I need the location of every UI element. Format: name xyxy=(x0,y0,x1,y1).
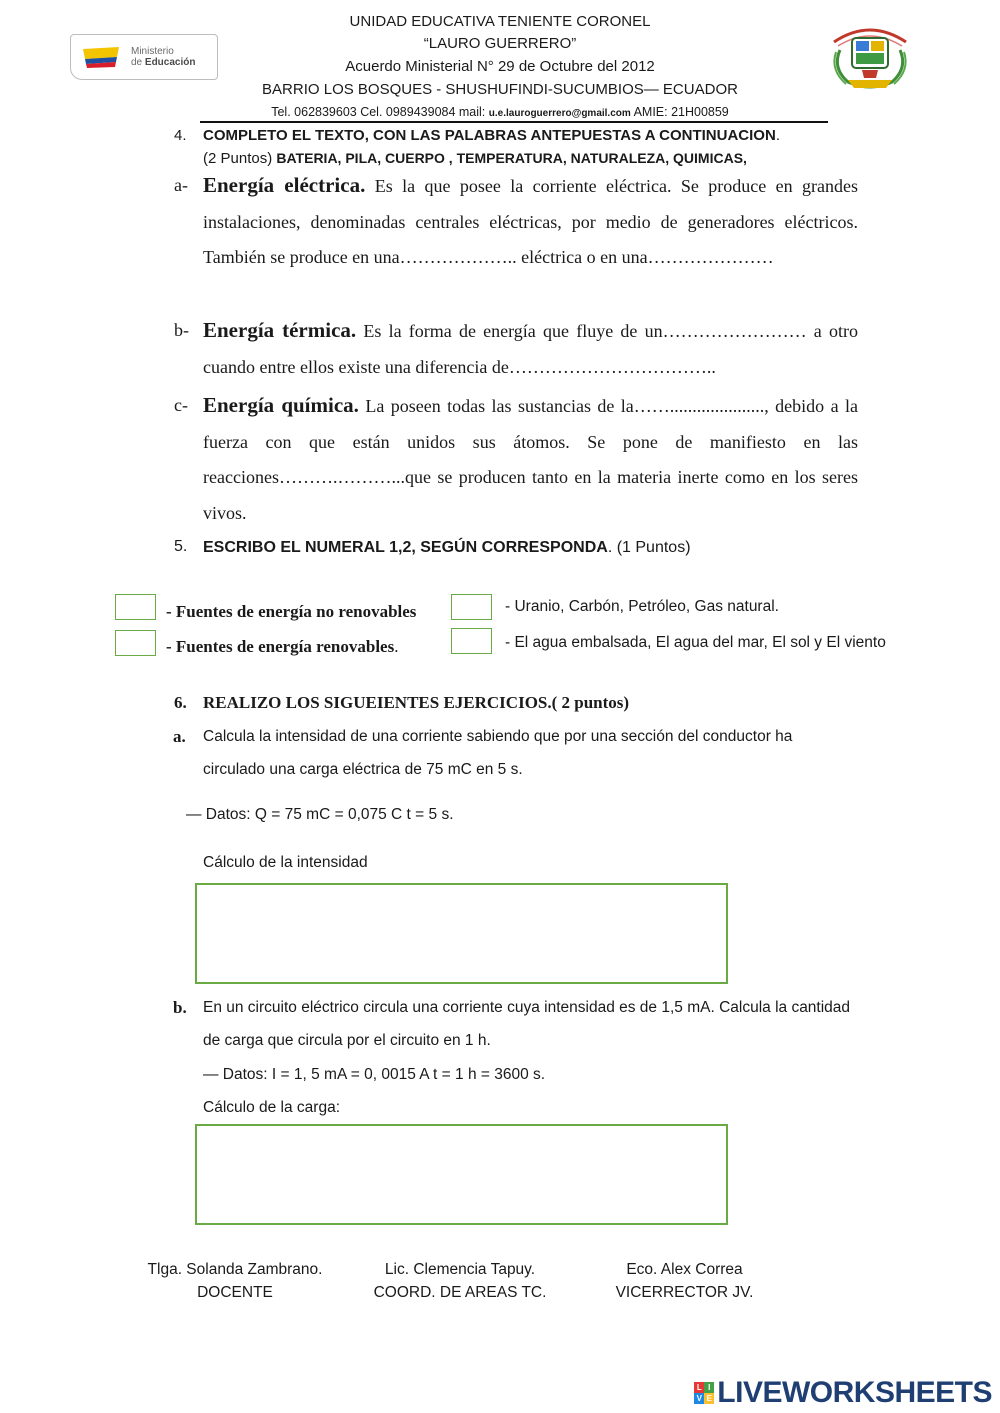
signature-teacher-name: Tlga. Solanda Zambrano. xyxy=(147,1261,323,1278)
signature-coordinator-name: Lic. Clemencia Tapuy. xyxy=(384,1261,536,1278)
section4-points: (2 Puntos) xyxy=(203,150,277,167)
school-name: UNIDAD EDUCATIVA TENIENTE CORONEL xyxy=(349,13,651,30)
signature-vicerrector xyxy=(612,1258,757,1304)
school-address: BARRIO LOS BOSQUES - SHUSHUFINDI-SUCUMBIOS— ECUADOR xyxy=(262,81,738,98)
signature-coordinator xyxy=(355,1258,565,1304)
liveworksheets-cube-icon: L I V E xyxy=(694,1382,714,1404)
school-subname: “LAURO GUERRERO” xyxy=(423,35,577,52)
paragraph-b-text: Es la forma de energía que fluye de un…………………… a otro cuando entre ellos existe una diferencia de…………………………….. xyxy=(203,321,858,377)
ecuador-flag-icon xyxy=(79,45,125,69)
section6-number: 6. xyxy=(174,693,187,712)
label-water: - El agua embalsada, El agua del mar, El sol y El viento xyxy=(505,634,886,651)
paragraph-b-label: b- xyxy=(174,320,189,340)
paragraph-c-term: Energía química. xyxy=(203,393,359,417)
exercise-a-calc-label: Cálculo de la intensidad xyxy=(203,854,368,871)
paragraph-b-term: Energía térmica. xyxy=(203,318,357,342)
section4-heading: COMPLETO EL TEXTO, CON LAS PALABRAS ANTEPUESTAS A CONTINUACION. (2 Puntos) BATERIA, PILA, CUERPO , TEMPERATURA, NATURALEZA, QUIMICAS, xyxy=(203,127,780,167)
paragraph-c-text: La poseen todas las sustancias de la……....................., debido a la fuerza con que están unidos sus átomos. Se pone de manifiesto en las reacciones……….………...que se producen tanto en la materia inerte como en los seres vivos. xyxy=(203,396,858,523)
section6-title: REALIZO LOS SIGUEIENTES EJERCICIOS.( 2 puntos) xyxy=(203,693,630,712)
exercise-a-answer-box[interactable] xyxy=(195,883,728,984)
paragraph-a-text: Es la que posee la corriente eléctrica. Se produce en grandes instalaciones, denominadas centrales eléctricas, por medio de generadores eléctricos. También se produce en una……………….. eléctrica o en una………………… xyxy=(203,176,858,267)
ministry-logo: Ministerio de Educación xyxy=(70,34,218,80)
label-renewable: - Fuentes de energía renovables. xyxy=(166,637,399,656)
signature-vicerrector-name: Eco. Alex Correa xyxy=(626,1261,743,1278)
liveworksheets-wordmark: LIVEWORKSHEETS xyxy=(717,1376,992,1409)
paragraph-b xyxy=(174,313,858,385)
signature-teacher xyxy=(125,1258,345,1304)
section4-title: COMPLETO EL TEXTO, CON LAS PALABRAS ANTEPUESTAS A CONTINUACION xyxy=(203,127,776,144)
section5-points: . (1 Puntos) xyxy=(607,539,691,556)
label-uranium: - Uranio, Carbón, Petróleo, Gas natural. xyxy=(505,598,779,615)
section4-number: 4. xyxy=(174,127,187,144)
paragraph-a-term: Energía eléctrica. xyxy=(203,173,366,197)
header-divider xyxy=(200,121,828,123)
school-seal-icon xyxy=(826,20,914,92)
signature-vicerrector-role: VICERRECTOR JV. xyxy=(615,1284,754,1301)
answer-box-renewable[interactable] xyxy=(115,630,156,656)
paragraph-a xyxy=(174,168,858,276)
paragraph-c-label: c- xyxy=(174,395,188,415)
ministry-logo-line1: Ministerio xyxy=(131,46,174,57)
paragraph-c xyxy=(174,388,858,531)
liveworksheets-logo[interactable] xyxy=(694,1377,992,1409)
signature-coordinator-role: COORD. DE AREAS TC. xyxy=(373,1284,547,1301)
school-email: u.e.lauroguerrero@gmail.com xyxy=(488,108,631,119)
answer-box-uranium[interactable] xyxy=(451,594,492,620)
section5-title: ESCRIBO EL NUMERAL 1,2, SEGÚN CORRESPONDA xyxy=(203,539,608,556)
paragraph-a-label: a- xyxy=(174,175,188,195)
exercise-a-label: a. xyxy=(173,727,186,746)
exercise-b-answer-box[interactable] xyxy=(195,1124,728,1225)
section4-words: BATERIA, PILA, CUERPO , TEMPERATURA, NATURALEZA, QUIMICAS, xyxy=(276,150,747,166)
ministerial-agreement: Acuerdo Ministerial N° 29 de Octubre del 2012 xyxy=(345,58,655,75)
exercise-b-datos: — Datos: I = 1, 5 mA = 0, 0015 A t = 1 h = 3600 s. xyxy=(203,1066,546,1083)
answer-box-nonrenewable[interactable] xyxy=(115,594,156,620)
answer-box-water[interactable] xyxy=(451,628,492,654)
section5-number: 5. xyxy=(174,538,188,555)
school-contact: Tel. 062839603 Cel. 0989439084 mail: u.e.lauroguerrero@gmail.com AMIE: 21H00859 xyxy=(271,105,729,119)
exercise-b-text: En un circuito eléctrico circula una corriente cuya intensidad es de 1,5 mA. Calcula la cantidad de carga que circula por el circuito en 1 h. xyxy=(203,999,851,1049)
section5-heading xyxy=(203,537,691,559)
exercise-a-datos: — Datos: Q = 75 mC = 0,075 C t = 5 s. xyxy=(186,806,454,823)
exercise-a-text: Calcula la intensidad de una corriente sabiendo que por una sección del conductor ha circulado una carga eléctrica de 75 mC en 5 s. xyxy=(203,728,793,778)
exercise-b-label: b. xyxy=(173,998,187,1017)
signature-teacher-role: DOCENTE xyxy=(197,1284,273,1301)
exercise-b-calc-label: Cálculo de la carga: xyxy=(203,1099,340,1116)
ministry-logo-line2: Educación xyxy=(144,57,196,68)
label-nonrenewable: - Fuentes de energía no renovables xyxy=(166,602,417,621)
